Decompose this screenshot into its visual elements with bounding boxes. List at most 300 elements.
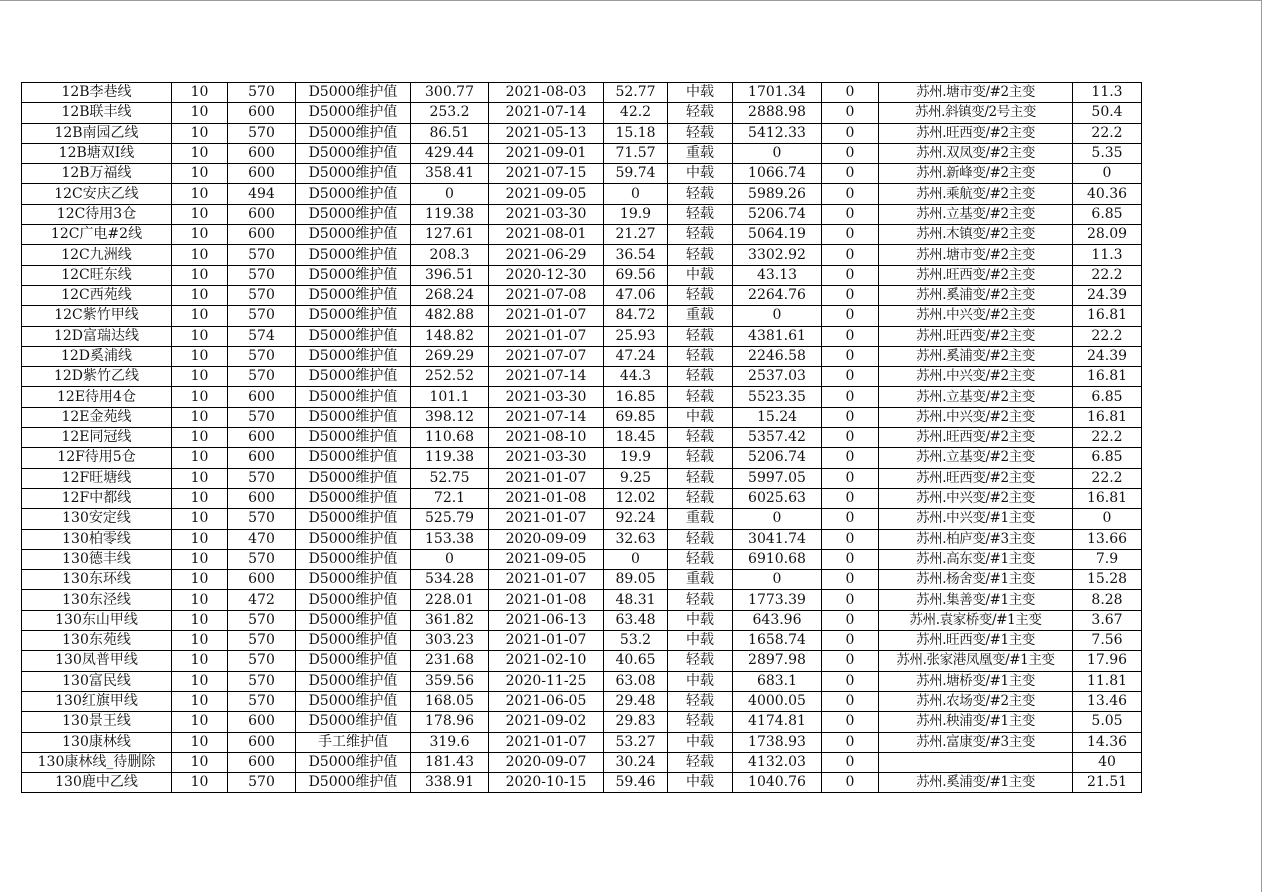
cell-zero-value[interactable]: 0	[822, 651, 879, 671]
cell-source-type[interactable]: D5000维护值	[296, 570, 411, 590]
cell-load-level[interactable]: 中载	[668, 773, 733, 793]
cell-zero-value[interactable]: 0	[822, 265, 879, 285]
cell-date[interactable]: 2021-08-10	[489, 428, 604, 448]
cell-date[interactable]: 2021-07-14	[489, 407, 604, 427]
cell-date[interactable]: 2021-07-08	[489, 285, 604, 305]
cell-source-type[interactable]: D5000维护值	[296, 83, 411, 103]
cell-capacity[interactable]: 600	[228, 164, 296, 184]
cell-load-level[interactable]: 轻载	[668, 488, 733, 508]
cell-last-value[interactable]: 11.3	[1073, 83, 1142, 103]
cell-last-value[interactable]: 28.09	[1073, 225, 1142, 245]
cell-substation[interactable]: 苏州.塘市变/#2主变	[879, 83, 1073, 103]
cell-last-value[interactable]: 7.56	[1073, 631, 1142, 651]
cell-line-name[interactable]: 12C旺东线	[22, 265, 172, 285]
cell-line-name[interactable]: 12F旺塘线	[22, 468, 172, 488]
cell-remaining[interactable]: 5997.05	[733, 468, 822, 488]
cell-remaining[interactable]: 1066.74	[733, 164, 822, 184]
cell-date[interactable]: 2020-10-15	[489, 773, 604, 793]
cell-line-name[interactable]: 12B李巷线	[22, 83, 172, 103]
cell-voltage[interactable]: 10	[172, 428, 228, 448]
cell-zero-value[interactable]: 0	[822, 428, 879, 448]
cell-source-type[interactable]: D5000维护值	[296, 245, 411, 265]
cell-last-value[interactable]: 22.2	[1073, 326, 1142, 346]
cell-remaining[interactable]: 0	[733, 570, 822, 590]
cell-zero-value[interactable]: 0	[822, 732, 879, 752]
cell-substation[interactable]: 苏州.新峰变/#2主变	[879, 164, 1073, 184]
cell-line-name[interactable]: 12B南园乙线	[22, 123, 172, 143]
cell-line-name[interactable]: 12F待用5仓	[22, 448, 172, 468]
cell-voltage[interactable]: 10	[172, 732, 228, 752]
cell-load-level[interactable]: 中载	[668, 732, 733, 752]
cell-substation[interactable]: 苏州.立基变/#2主变	[879, 448, 1073, 468]
cell-date[interactable]: 2020-09-09	[489, 529, 604, 549]
cell-max-current[interactable]: 153.38	[411, 529, 489, 549]
cell-source-type[interactable]: D5000维护值	[296, 387, 411, 407]
cell-capacity[interactable]: 570	[228, 671, 296, 691]
cell-capacity[interactable]: 570	[228, 407, 296, 427]
cell-max-current[interactable]: 178.96	[411, 712, 489, 732]
cell-load-level[interactable]: 中载	[668, 610, 733, 630]
cell-load-rate[interactable]: 69.56	[604, 265, 668, 285]
cell-load-rate[interactable]: 29.83	[604, 712, 668, 732]
cell-zero-value[interactable]: 0	[822, 488, 879, 508]
cell-last-value[interactable]: 40.36	[1073, 184, 1142, 204]
cell-substation[interactable]: 苏州.旺西变/#2主变	[879, 265, 1073, 285]
cell-substation[interactable]: 苏州.中兴变/#2主变	[879, 306, 1073, 326]
cell-remaining[interactable]: 0	[733, 306, 822, 326]
cell-max-current[interactable]: 119.38	[411, 204, 489, 224]
cell-date[interactable]: 2021-01-08	[489, 488, 604, 508]
cell-last-value[interactable]: 5.35	[1073, 143, 1142, 163]
cell-substation[interactable]: 苏州.旺西变/#2主变	[879, 123, 1073, 143]
cell-voltage[interactable]: 10	[172, 143, 228, 163]
cell-zero-value[interactable]: 0	[822, 326, 879, 346]
cell-load-rate[interactable]: 9.25	[604, 468, 668, 488]
cell-zero-value[interactable]: 0	[822, 712, 879, 732]
cell-capacity[interactable]: 600	[228, 428, 296, 448]
cell-max-current[interactable]: 358.41	[411, 164, 489, 184]
cell-max-current[interactable]: 482.88	[411, 306, 489, 326]
cell-load-rate[interactable]: 16.85	[604, 387, 668, 407]
cell-zero-value[interactable]: 0	[822, 570, 879, 590]
cell-capacity[interactable]: 570	[228, 367, 296, 387]
cell-source-type[interactable]: D5000维护值	[296, 428, 411, 448]
cell-voltage[interactable]: 10	[172, 773, 228, 793]
cell-line-name[interactable]: 12E金苑线	[22, 407, 172, 427]
cell-capacity[interactable]: 600	[228, 448, 296, 468]
cell-capacity[interactable]: 570	[228, 691, 296, 711]
cell-source-type[interactable]: D5000维护值	[296, 407, 411, 427]
cell-substation[interactable]: 苏州.奚浦变/#2主变	[879, 285, 1073, 305]
cell-line-name[interactable]: 12B万福线	[22, 164, 172, 184]
cell-remaining[interactable]: 3041.74	[733, 529, 822, 549]
cell-source-type[interactable]: D5000维护值	[296, 691, 411, 711]
cell-voltage[interactable]: 10	[172, 306, 228, 326]
cell-capacity[interactable]: 600	[228, 103, 296, 123]
cell-remaining[interactable]: 6910.68	[733, 549, 822, 569]
cell-max-current[interactable]: 396.51	[411, 265, 489, 285]
cell-load-level[interactable]: 中载	[668, 164, 733, 184]
cell-source-type[interactable]: D5000维护值	[296, 529, 411, 549]
cell-substation[interactable]: 苏州.双凤变/#2主变	[879, 143, 1073, 163]
cell-max-current[interactable]: 101.1	[411, 387, 489, 407]
cell-load-level[interactable]: 中载	[668, 631, 733, 651]
cell-load-level[interactable]: 轻载	[668, 123, 733, 143]
cell-line-name[interactable]: 12D紫竹乙线	[22, 367, 172, 387]
cell-date[interactable]: 2021-01-07	[489, 732, 604, 752]
cell-zero-value[interactable]: 0	[822, 245, 879, 265]
cell-remaining[interactable]: 4174.81	[733, 712, 822, 732]
cell-line-name[interactable]: 12C九洲线	[22, 245, 172, 265]
cell-max-current[interactable]: 300.77	[411, 83, 489, 103]
cell-source-type[interactable]: D5000维护值	[296, 103, 411, 123]
cell-last-value[interactable]: 40	[1073, 752, 1142, 772]
cell-max-current[interactable]: 228.01	[411, 590, 489, 610]
cell-capacity[interactable]: 570	[228, 123, 296, 143]
cell-max-current[interactable]: 0	[411, 184, 489, 204]
cell-date[interactable]: 2021-03-30	[489, 387, 604, 407]
cell-substation[interactable]: 苏州.富康变/#3主变	[879, 732, 1073, 752]
cell-load-level[interactable]: 重载	[668, 509, 733, 529]
cell-source-type[interactable]: D5000维护值	[296, 631, 411, 651]
cell-capacity[interactable]: 570	[228, 549, 296, 569]
cell-load-level[interactable]: 轻载	[668, 448, 733, 468]
cell-voltage[interactable]: 10	[172, 346, 228, 366]
cell-line-name[interactable]: 130东苑线	[22, 631, 172, 651]
cell-max-current[interactable]: 148.82	[411, 326, 489, 346]
cell-source-type[interactable]: D5000维护值	[296, 712, 411, 732]
cell-voltage[interactable]: 10	[172, 387, 228, 407]
cell-zero-value[interactable]: 0	[822, 346, 879, 366]
cell-zero-value[interactable]: 0	[822, 610, 879, 630]
cell-remaining[interactable]: 5206.74	[733, 204, 822, 224]
cell-load-rate[interactable]: 69.85	[604, 407, 668, 427]
cell-load-level[interactable]: 轻载	[668, 712, 733, 732]
cell-zero-value[interactable]: 0	[822, 773, 879, 793]
cell-date[interactable]: 2020-09-07	[489, 752, 604, 772]
cell-max-current[interactable]: 0	[411, 549, 489, 569]
cell-max-current[interactable]: 429.44	[411, 143, 489, 163]
cell-capacity[interactable]: 470	[228, 529, 296, 549]
cell-load-level[interactable]: 轻载	[668, 691, 733, 711]
cell-source-type[interactable]: D5000维护值	[296, 610, 411, 630]
cell-line-name[interactable]: 130鹿中乙线	[22, 773, 172, 793]
cell-load-level[interactable]: 轻载	[668, 468, 733, 488]
cell-capacity[interactable]: 570	[228, 265, 296, 285]
cell-zero-value[interactable]: 0	[822, 752, 879, 772]
cell-capacity[interactable]: 600	[228, 712, 296, 732]
cell-load-level[interactable]: 重载	[668, 143, 733, 163]
cell-load-rate[interactable]: 47.06	[604, 285, 668, 305]
cell-remaining[interactable]: 5523.35	[733, 387, 822, 407]
cell-voltage[interactable]: 10	[172, 285, 228, 305]
cell-capacity[interactable]: 570	[228, 509, 296, 529]
cell-max-current[interactable]: 72.1	[411, 488, 489, 508]
cell-date[interactable]: 2021-01-07	[489, 468, 604, 488]
cell-zero-value[interactable]: 0	[822, 204, 879, 224]
cell-remaining[interactable]: 683.1	[733, 671, 822, 691]
cell-remaining[interactable]: 4132.03	[733, 752, 822, 772]
cell-max-current[interactable]: 534.28	[411, 570, 489, 590]
cell-date[interactable]: 2021-09-05	[489, 184, 604, 204]
cell-substation[interactable]	[879, 752, 1073, 772]
cell-load-rate[interactable]: 0	[604, 184, 668, 204]
cell-max-current[interactable]: 319.6	[411, 732, 489, 752]
cell-line-name[interactable]: 130东山甲线	[22, 610, 172, 630]
cell-remaining[interactable]: 5412.33	[733, 123, 822, 143]
cell-max-current[interactable]: 231.68	[411, 651, 489, 671]
cell-last-value[interactable]: 15.28	[1073, 570, 1142, 590]
cell-date[interactable]: 2021-06-05	[489, 691, 604, 711]
cell-max-current[interactable]: 208.3	[411, 245, 489, 265]
cell-last-value[interactable]: 21.51	[1073, 773, 1142, 793]
cell-line-name[interactable]: 130柏零线	[22, 529, 172, 549]
cell-remaining[interactable]: 15.24	[733, 407, 822, 427]
cell-max-current[interactable]: 338.91	[411, 773, 489, 793]
cell-date[interactable]: 2021-07-15	[489, 164, 604, 184]
cell-zero-value[interactable]: 0	[822, 184, 879, 204]
cell-source-type[interactable]: D5000维护值	[296, 752, 411, 772]
cell-line-name[interactable]: 130安定线	[22, 509, 172, 529]
cell-source-type[interactable]: D5000维护值	[296, 265, 411, 285]
cell-remaining[interactable]: 43.13	[733, 265, 822, 285]
cell-substation[interactable]: 苏州.乘航变/#2主变	[879, 184, 1073, 204]
cell-voltage[interactable]: 10	[172, 570, 228, 590]
cell-source-type[interactable]: D5000维护值	[296, 448, 411, 468]
cell-load-rate[interactable]: 32.63	[604, 529, 668, 549]
cell-capacity[interactable]: 570	[228, 773, 296, 793]
cell-max-current[interactable]: 525.79	[411, 509, 489, 529]
cell-source-type[interactable]: D5000维护值	[296, 225, 411, 245]
cell-line-name[interactable]: 130德丰线	[22, 549, 172, 569]
cell-voltage[interactable]: 10	[172, 488, 228, 508]
cell-load-rate[interactable]: 53.27	[604, 732, 668, 752]
cell-date[interactable]: 2021-01-07	[489, 570, 604, 590]
cell-load-level[interactable]: 中载	[668, 83, 733, 103]
cell-source-type[interactable]: D5000维护值	[296, 326, 411, 346]
cell-voltage[interactable]: 10	[172, 123, 228, 143]
cell-voltage[interactable]: 10	[172, 103, 228, 123]
cell-date[interactable]: 2021-02-10	[489, 651, 604, 671]
cell-load-rate[interactable]: 29.48	[604, 691, 668, 711]
cell-last-value[interactable]: 6.85	[1073, 387, 1142, 407]
cell-load-rate[interactable]: 63.48	[604, 610, 668, 630]
cell-load-rate[interactable]: 12.02	[604, 488, 668, 508]
cell-substation[interactable]: 苏州.秧浦变/#1主变	[879, 712, 1073, 732]
cell-last-value[interactable]: 6.85	[1073, 204, 1142, 224]
cell-substation[interactable]: 苏州.立基变/#2主变	[879, 204, 1073, 224]
cell-zero-value[interactable]: 0	[822, 143, 879, 163]
cell-substation[interactable]: 苏州.袁家桥变/#1主变	[879, 610, 1073, 630]
cell-capacity[interactable]: 570	[228, 651, 296, 671]
cell-load-rate[interactable]: 44.3	[604, 367, 668, 387]
cell-capacity[interactable]: 600	[228, 570, 296, 590]
cell-load-rate[interactable]: 53.2	[604, 631, 668, 651]
cell-voltage[interactable]: 10	[172, 204, 228, 224]
cell-date[interactable]: 2021-03-30	[489, 204, 604, 224]
cell-substation[interactable]: 苏州.旺西变/#2主变	[879, 428, 1073, 448]
cell-date[interactable]: 2021-09-01	[489, 143, 604, 163]
cell-load-level[interactable]: 轻载	[668, 529, 733, 549]
cell-line-name[interactable]: 130东环线	[22, 570, 172, 590]
cell-zero-value[interactable]: 0	[822, 468, 879, 488]
cell-load-level[interactable]: 中载	[668, 671, 733, 691]
cell-max-current[interactable]: 253.2	[411, 103, 489, 123]
cell-voltage[interactable]: 10	[172, 468, 228, 488]
cell-last-value[interactable]: 50.4	[1073, 103, 1142, 123]
cell-load-rate[interactable]: 89.05	[604, 570, 668, 590]
cell-last-value[interactable]: 0	[1073, 509, 1142, 529]
cell-source-type[interactable]: D5000维护值	[296, 590, 411, 610]
cell-zero-value[interactable]: 0	[822, 367, 879, 387]
cell-remaining[interactable]: 1701.34	[733, 83, 822, 103]
cell-capacity[interactable]: 570	[228, 306, 296, 326]
cell-voltage[interactable]: 10	[172, 529, 228, 549]
cell-date[interactable]: 2021-01-07	[489, 509, 604, 529]
cell-date[interactable]: 2020-11-25	[489, 671, 604, 691]
cell-substation[interactable]: 苏州.中兴变/#2主变	[879, 488, 1073, 508]
cell-last-value[interactable]: 8.28	[1073, 590, 1142, 610]
cell-load-rate[interactable]: 71.57	[604, 143, 668, 163]
cell-capacity[interactable]: 570	[228, 83, 296, 103]
cell-line-name[interactable]: 12B塘双Ⅰ线	[22, 143, 172, 163]
cell-date[interactable]: 2021-08-03	[489, 83, 604, 103]
cell-zero-value[interactable]: 0	[822, 631, 879, 651]
cell-source-type[interactable]: D5000维护值	[296, 651, 411, 671]
cell-last-value[interactable]: 0	[1073, 164, 1142, 184]
cell-last-value[interactable]: 16.81	[1073, 306, 1142, 326]
cell-capacity[interactable]: 600	[228, 732, 296, 752]
cell-load-level[interactable]: 轻载	[668, 590, 733, 610]
cell-remaining[interactable]: 1040.76	[733, 773, 822, 793]
cell-capacity[interactable]: 600	[228, 204, 296, 224]
cell-load-rate[interactable]: 59.46	[604, 773, 668, 793]
cell-source-type[interactable]: D5000维护值	[296, 468, 411, 488]
cell-capacity[interactable]: 570	[228, 468, 296, 488]
cell-max-current[interactable]: 181.43	[411, 752, 489, 772]
cell-source-type[interactable]: D5000维护值	[296, 184, 411, 204]
cell-substation[interactable]: 苏州.木镇变/#2主变	[879, 225, 1073, 245]
cell-line-name[interactable]: 130康林线_待删除	[22, 752, 172, 772]
cell-line-name[interactable]: 130凤普甲线	[22, 651, 172, 671]
cell-source-type[interactable]: D5000维护值	[296, 285, 411, 305]
cell-remaining[interactable]: 2246.58	[733, 346, 822, 366]
cell-capacity[interactable]: 600	[228, 752, 296, 772]
cell-source-type[interactable]: D5000维护值	[296, 204, 411, 224]
cell-voltage[interactable]: 10	[172, 590, 228, 610]
cell-substation[interactable]: 苏州.奚浦变/#1主变	[879, 773, 1073, 793]
cell-remaining[interactable]: 2897.98	[733, 651, 822, 671]
cell-date[interactable]: 2021-09-02	[489, 712, 604, 732]
cell-line-name[interactable]: 12C西苑线	[22, 285, 172, 305]
cell-line-name[interactable]: 12D富瑞达线	[22, 326, 172, 346]
cell-load-rate[interactable]: 18.45	[604, 428, 668, 448]
cell-load-level[interactable]: 轻载	[668, 346, 733, 366]
cell-substation[interactable]: 苏州.旺西变/#2主变	[879, 468, 1073, 488]
cell-substation[interactable]: 苏州.高东变/#1主变	[879, 549, 1073, 569]
cell-max-current[interactable]: 119.38	[411, 448, 489, 468]
cell-load-level[interactable]: 轻载	[668, 387, 733, 407]
cell-voltage[interactable]: 10	[172, 651, 228, 671]
cell-zero-value[interactable]: 0	[822, 590, 879, 610]
cell-voltage[interactable]: 10	[172, 691, 228, 711]
cell-last-value[interactable]: 24.39	[1073, 285, 1142, 305]
cell-date[interactable]: 2021-07-14	[489, 103, 604, 123]
cell-line-name[interactable]: 130康林线	[22, 732, 172, 752]
cell-source-type[interactable]: D5000维护值	[296, 367, 411, 387]
cell-last-value[interactable]: 6.85	[1073, 448, 1142, 468]
cell-last-value[interactable]: 17.96	[1073, 651, 1142, 671]
cell-date[interactable]: 2021-01-07	[489, 631, 604, 651]
cell-remaining[interactable]: 4381.61	[733, 326, 822, 346]
cell-source-type[interactable]: D5000维护值	[296, 346, 411, 366]
cell-max-current[interactable]: 52.75	[411, 468, 489, 488]
cell-substation[interactable]: 苏州.集善变/#1主变	[879, 590, 1073, 610]
cell-capacity[interactable]: 472	[228, 590, 296, 610]
cell-line-name[interactable]: 12D奚浦线	[22, 346, 172, 366]
cell-max-current[interactable]: 398.12	[411, 407, 489, 427]
cell-zero-value[interactable]: 0	[822, 671, 879, 691]
cell-date[interactable]: 2021-06-29	[489, 245, 604, 265]
cell-capacity[interactable]: 600	[228, 225, 296, 245]
cell-last-value[interactable]: 16.81	[1073, 407, 1142, 427]
cell-last-value[interactable]: 11.81	[1073, 671, 1142, 691]
cell-load-rate[interactable]: 30.24	[604, 752, 668, 772]
cell-zero-value[interactable]: 0	[822, 103, 879, 123]
cell-capacity[interactable]: 570	[228, 346, 296, 366]
cell-capacity[interactable]: 600	[228, 387, 296, 407]
cell-voltage[interactable]: 10	[172, 631, 228, 651]
cell-max-current[interactable]: 168.05	[411, 691, 489, 711]
cell-date[interactable]: 2021-01-08	[489, 590, 604, 610]
cell-source-type[interactable]: D5000维护值	[296, 488, 411, 508]
cell-last-value[interactable]: 16.81	[1073, 488, 1142, 508]
cell-line-name[interactable]: 12C待用3仓	[22, 204, 172, 224]
cell-zero-value[interactable]: 0	[822, 691, 879, 711]
cell-load-rate[interactable]: 52.77	[604, 83, 668, 103]
cell-voltage[interactable]: 10	[172, 225, 228, 245]
cell-substation[interactable]: 苏州.张家港凤凰变/#1主变	[879, 651, 1073, 671]
cell-load-rate[interactable]: 92.24	[604, 509, 668, 529]
cell-voltage[interactable]: 10	[172, 712, 228, 732]
cell-voltage[interactable]: 10	[172, 509, 228, 529]
cell-load-rate[interactable]: 36.54	[604, 245, 668, 265]
cell-remaining[interactable]: 1738.93	[733, 732, 822, 752]
cell-last-value[interactable]: 22.2	[1073, 468, 1142, 488]
cell-substation[interactable]: 苏州.奚浦变/#2主变	[879, 346, 1073, 366]
cell-voltage[interactable]: 10	[172, 184, 228, 204]
cell-source-type[interactable]: 手工维护值	[296, 732, 411, 752]
cell-load-rate[interactable]: 15.18	[604, 123, 668, 143]
cell-load-level[interactable]: 轻载	[668, 285, 733, 305]
cell-line-name[interactable]: 130红旗甲线	[22, 691, 172, 711]
cell-load-rate[interactable]: 47.24	[604, 346, 668, 366]
cell-last-value[interactable]: 13.66	[1073, 529, 1142, 549]
cell-load-level[interactable]: 轻载	[668, 225, 733, 245]
cell-line-name[interactable]: 12E同冠线	[22, 428, 172, 448]
cell-line-name[interactable]: 12E待用4仓	[22, 387, 172, 407]
cell-load-rate[interactable]: 40.65	[604, 651, 668, 671]
cell-remaining[interactable]: 2264.76	[733, 285, 822, 305]
cell-source-type[interactable]: D5000维护值	[296, 164, 411, 184]
cell-load-level[interactable]: 轻载	[668, 752, 733, 772]
cell-load-rate[interactable]: 0	[604, 549, 668, 569]
cell-capacity[interactable]: 570	[228, 631, 296, 651]
cell-remaining[interactable]: 5206.74	[733, 448, 822, 468]
cell-last-value[interactable]: 7.9	[1073, 549, 1142, 569]
cell-substation[interactable]: 苏州.塘桥变/#1主变	[879, 671, 1073, 691]
cell-last-value[interactable]: 5.05	[1073, 712, 1142, 732]
